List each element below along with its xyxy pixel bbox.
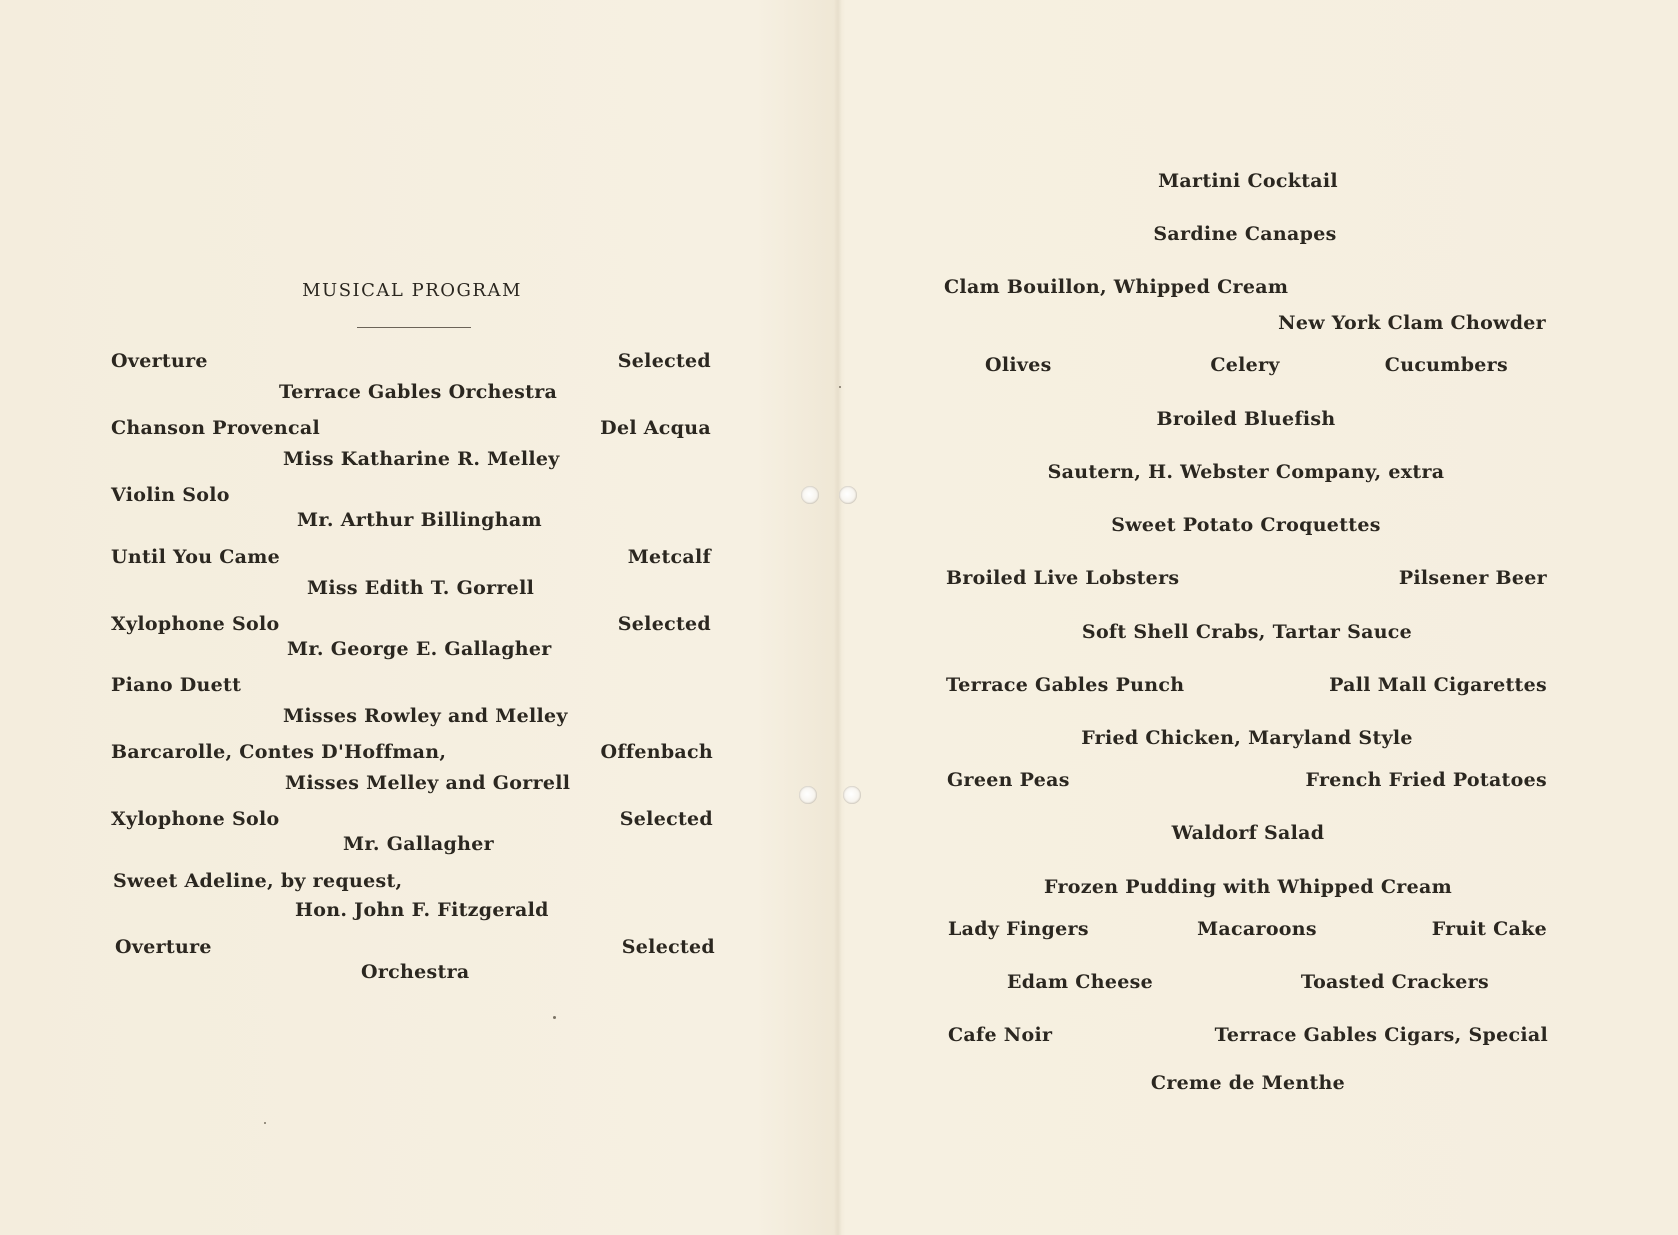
- musical-program-title: MUSICAL PROGRAM: [302, 280, 522, 301]
- program-performer-4: Miss Edith T. Gorrell: [307, 577, 535, 599]
- center-fold: [834, 0, 842, 1235]
- menu-menthe: Creme de Menthe: [1150, 1072, 1346, 1094]
- punch-hole: [801, 486, 819, 504]
- menu-cafe: Cafe Noir: [948, 1024, 1053, 1046]
- program-piece-5: Xylophone Solo: [111, 613, 280, 635]
- program-composer-8: Selected: [619, 808, 713, 830]
- menu-crabs: Soft Shell Crabs, Tartar Sauce: [1081, 621, 1413, 643]
- program-piece-2: Chanson Provencal: [111, 417, 320, 439]
- program-composer-5: Selected: [617, 613, 711, 635]
- menu-salad: Waldorf Salad: [1171, 822, 1325, 844]
- punch-hole: [839, 486, 857, 504]
- program-composer-1: Selected: [617, 350, 711, 372]
- program-piece-7: Barcarolle, Contes D'Hoffman,: [111, 741, 447, 763]
- menu-cucumbers: Cucumbers: [1384, 354, 1508, 376]
- menu-crackers: Toasted Crackers: [1300, 971, 1489, 993]
- punch-hole: [799, 786, 817, 804]
- menu-lady-fingers: Lady Fingers: [948, 918, 1089, 940]
- punch-hole: [843, 786, 861, 804]
- menu-celery: Celery: [1210, 354, 1280, 376]
- program-composer-4: Metcalf: [627, 546, 711, 568]
- program-piece-9: Sweet Adeline, by request,: [113, 870, 403, 892]
- menu-lobsters: Broiled Live Lobsters: [946, 567, 1180, 589]
- program-piece-1: Overture: [111, 350, 208, 372]
- program-piece-8: Xylophone Solo: [111, 808, 280, 830]
- menu-punch: Terrace Gables Punch: [946, 674, 1185, 696]
- menu-sautern: Sautern, H. Webster Company, extra: [1047, 461, 1445, 483]
- menu-olives: Olives: [985, 354, 1052, 376]
- menu-cigarettes: Pall Mall Cigarettes: [1329, 674, 1547, 696]
- program-performer-7: Misses Melley and Gorrell: [285, 772, 571, 794]
- program-performer-1: Terrace Gables Orchestra: [279, 381, 558, 403]
- program-composer-10: Selected: [621, 936, 715, 958]
- menu-beer: Pilsener Beer: [1398, 567, 1547, 589]
- menu-pudding: Frozen Pudding with Whipped Cream: [1044, 876, 1452, 898]
- title-divider: [357, 327, 471, 328]
- program-performer-8: Mr. Gallagher: [343, 833, 494, 855]
- menu-chicken: Fried Chicken, Maryland Style: [1081, 727, 1413, 749]
- menu-chowder: New York Clam Chowder: [1278, 312, 1546, 334]
- program-performer-2: Miss Katharine R. Melley: [283, 448, 560, 470]
- menu-martini: Martini Cocktail: [1158, 170, 1338, 192]
- menu-peas: Green Peas: [947, 769, 1070, 791]
- paper-speck: [264, 1122, 266, 1124]
- paper-speck: [553, 1016, 556, 1019]
- program-composer-2: Del Acqua: [600, 417, 711, 439]
- menu-bluefish: Broiled Bluefish: [1156, 408, 1336, 430]
- program-composer-7: Offenbach: [600, 741, 713, 763]
- program-piece-4: Until You Came: [111, 546, 281, 568]
- program-performer-5: Mr. George E. Gallagher: [287, 638, 552, 660]
- menu-bouillon: Clam Bouillon, Whipped Cream: [944, 276, 1289, 298]
- program-performer-3: Mr. Arthur Billingham: [297, 509, 542, 531]
- program-piece-6: Piano Duett: [111, 674, 242, 696]
- menu-cigars: Terrace Gables Cigars, Special: [1214, 1024, 1548, 1046]
- program-performer-6: Misses Rowley and Melley: [283, 705, 568, 727]
- menu-fruit-cake: Fruit Cake: [1431, 918, 1547, 940]
- paper-speck: [839, 386, 841, 388]
- menu-canapes: Sardine Canapes: [1153, 223, 1337, 245]
- program-piece-3: Violin Solo: [111, 484, 230, 506]
- menu-croquettes: Sweet Potato Croquettes: [1111, 514, 1381, 536]
- program-performer-9: Hon. John F. Fitzgerald: [295, 899, 549, 921]
- menu-macaroons: Macaroons: [1197, 918, 1317, 940]
- program-piece-10: Overture: [115, 936, 212, 958]
- menu-potatoes: French Fried Potatoes: [1305, 769, 1547, 791]
- program-performer-10: Orchestra: [361, 961, 470, 983]
- menu-cheese: Edam Cheese: [1007, 971, 1153, 993]
